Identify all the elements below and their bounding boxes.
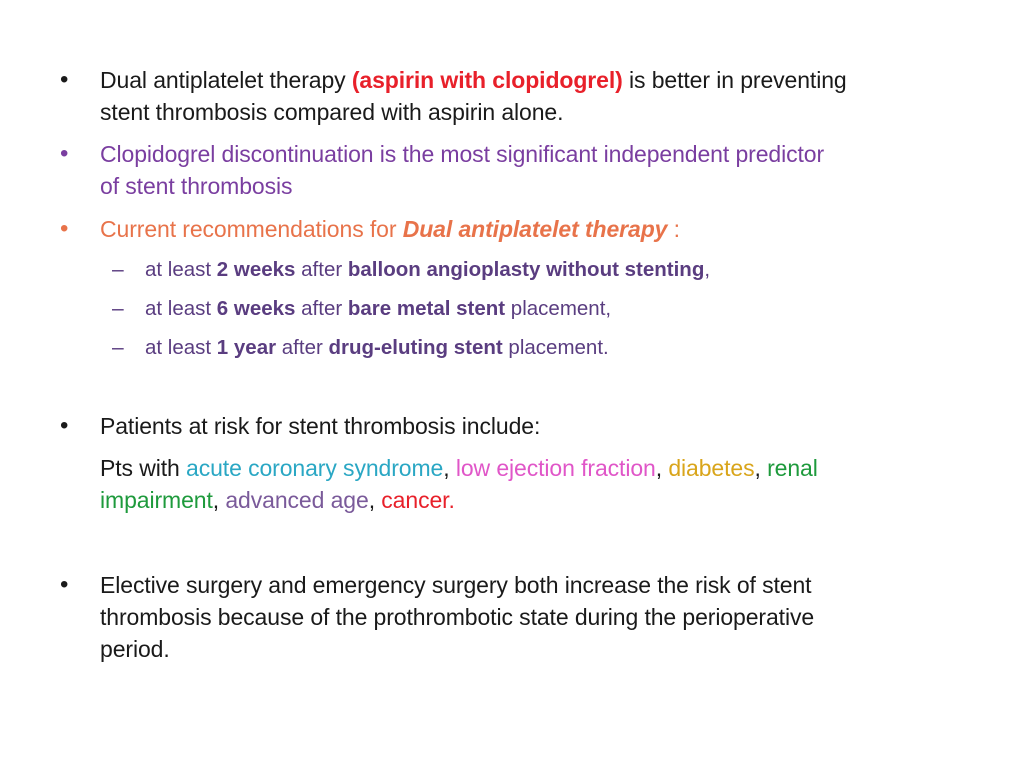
bullet-marker: • [60,215,69,242]
sep: , [443,455,456,481]
sub-post: placement. [502,336,609,359]
sub-duration: 1 year [216,336,277,359]
clopidogrel-line2: of stent thrombosis [100,173,293,199]
surgery-line3: period. [100,636,170,662]
sep: , [368,487,382,513]
bullet-marker: • [60,140,69,167]
risk-lef: low ejection fraction [455,455,656,481]
risk-heading: Patients at risk for stent thrombosis include: [100,413,541,439]
sub-text [145,254,985,286]
risk-cancer: cancer. [381,487,455,513]
sub-text [145,293,985,325]
bullet-text [100,213,980,245]
risk-factors-text [100,452,980,516]
bullet-text [100,410,980,442]
bullet-text [100,569,980,665]
dapt-pre: Dual antiplatelet therapy [100,67,352,93]
dash-marker: – [112,336,124,359]
sub-pre: at least [145,258,217,281]
bullet-marker: • [60,412,69,439]
sep: , [754,455,768,481]
sub-procedure: drug-eluting stent [328,336,503,359]
sub-mid: after [276,336,329,359]
risk-pts: Pts with [100,455,187,481]
dash-marker: – [112,258,124,281]
dash-marker: – [112,297,124,320]
risk-acs: acute coronary syndrome [186,455,444,481]
bullet-marker: • [60,571,69,598]
dapt-post: is better in preventing [622,67,847,93]
sep: , [655,455,669,481]
sub-mid: after [295,258,348,281]
rec-pre: Current recommendations for [100,216,403,242]
surgery-line2: thrombosis because of the prothrombotic state during the perioperative [100,604,815,630]
bullet-text [100,138,980,202]
rec-emph: Dual antiplatelet therapy [402,216,668,242]
bullet-text [100,64,980,128]
sub-duration: 2 weeks [216,258,296,281]
clopidogrel-line1: Clopidogrel discontinuation is the most significant independent predictor [100,141,825,167]
surgery-line1: Elective surgery and emergency surgery both increase the risk of stent [100,572,812,598]
sub-post: , [704,258,711,281]
risk-diabetes: diabetes [668,455,755,481]
sub-qualifier: without stenting [540,258,705,281]
rec-post: : [667,216,680,242]
sub-text [145,332,985,364]
sub-pre: at least [145,297,217,320]
risk-renal-1: renal [767,455,818,481]
risk-age: advanced age [225,487,369,513]
sub-pre: at least [145,336,217,359]
dapt-line2: stent thrombosis compared with aspirin alone. [100,99,564,125]
bullet-marker: • [60,66,69,93]
dapt-highlight: (aspirin with clopidogrel) [351,67,623,93]
sep: , [212,487,226,513]
risk-renal-2: impairment [100,487,213,513]
sub-mid: after [295,297,348,320]
sub-duration: 6 weeks [216,297,296,320]
sub-procedure: balloon angioplasty [347,258,541,281]
sub-post: placement, [505,297,612,320]
sub-procedure: bare metal stent [347,297,506,320]
